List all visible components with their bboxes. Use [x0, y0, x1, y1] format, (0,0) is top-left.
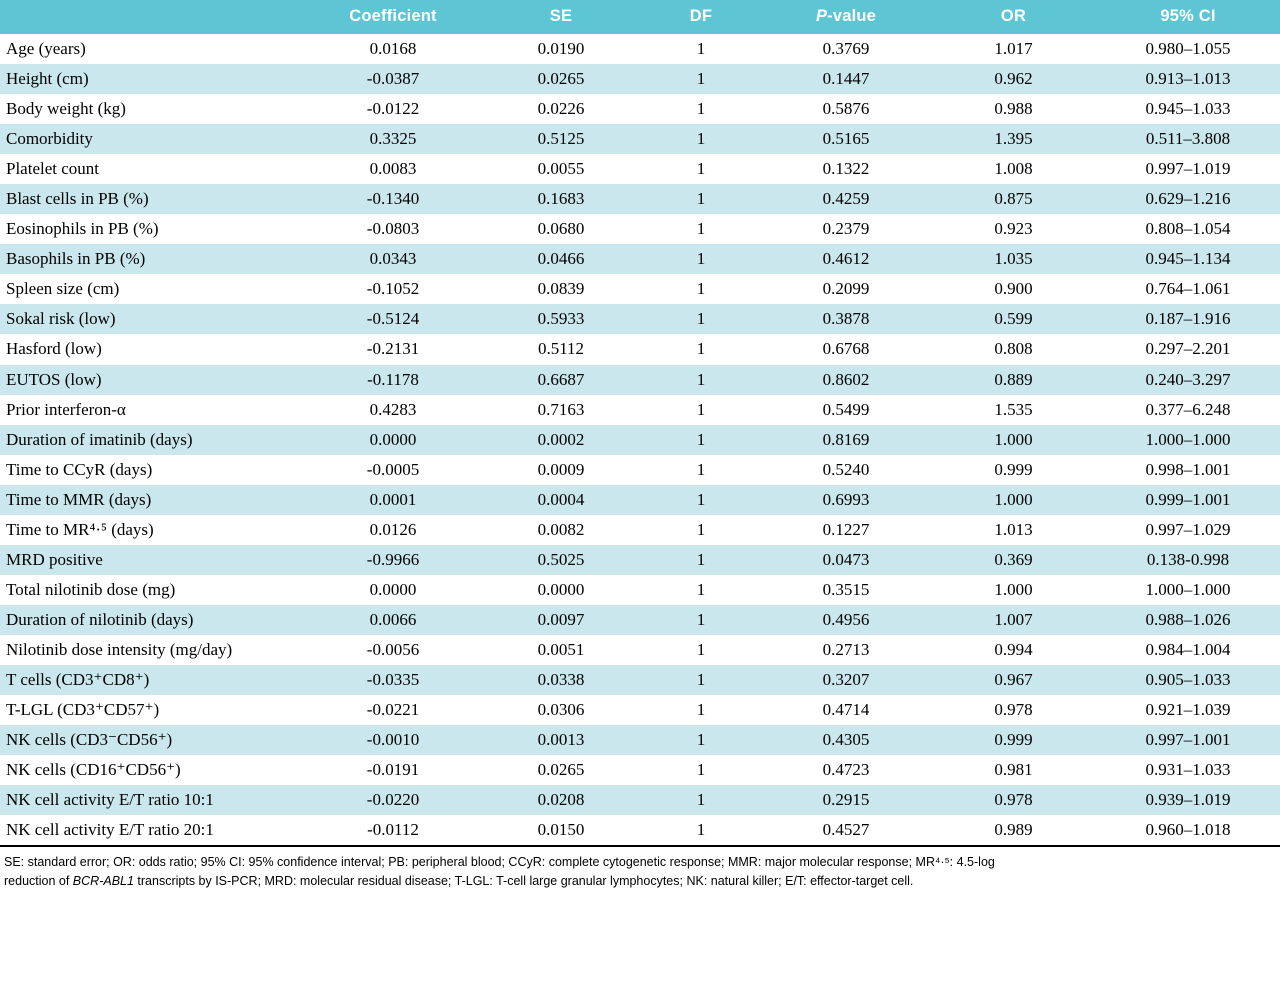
table-row — [0, 485, 1280, 515]
column-header-se: SE — [481, 0, 641, 34]
table-row — [0, 334, 1280, 364]
table-row — [0, 94, 1280, 124]
cell-se: 0.0055 — [481, 154, 641, 184]
cell-ci: 0.988–1.026 — [1096, 605, 1280, 635]
cell-or: 0.999 — [931, 725, 1096, 755]
cell-se: 0.0013 — [481, 725, 641, 755]
cell-ci: 0.997–1.029 — [1096, 515, 1280, 545]
cell-se: 0.7163 — [481, 395, 641, 425]
cell-coefficient: 0.0066 — [305, 605, 481, 635]
cell-variable: Duration of imatinib (days) — [0, 425, 305, 455]
cell-coefficient: 0.0083 — [305, 154, 481, 184]
cell-coefficient: -0.0191 — [305, 755, 481, 785]
table-row — [0, 785, 1280, 815]
cell-df: 1 — [641, 395, 761, 425]
table-row — [0, 605, 1280, 635]
cell-or: 1.007 — [931, 605, 1096, 635]
cell-pvalue: 0.6768 — [761, 334, 931, 364]
cell-pvalue: 0.4956 — [761, 605, 931, 635]
cell-or: 1.395 — [931, 124, 1096, 154]
cell-ci: 0.921–1.039 — [1096, 695, 1280, 725]
cell-se: 0.0265 — [481, 755, 641, 785]
cell-ci: 0.997–1.019 — [1096, 154, 1280, 184]
cell-se: 0.0009 — [481, 455, 641, 485]
cell-pvalue: 0.6993 — [761, 485, 931, 515]
table-row — [0, 665, 1280, 695]
table-row — [0, 154, 1280, 184]
cell-coefficient: -0.5124 — [305, 304, 481, 334]
cell-se: 0.0002 — [481, 425, 641, 455]
cell-or: 0.599 — [931, 304, 1096, 334]
cell-coefficient: -0.1340 — [305, 184, 481, 214]
cell-or: 1.013 — [931, 515, 1096, 545]
cell-coefficient: -0.1178 — [305, 365, 481, 395]
cell-ci: 0.377–6.248 — [1096, 395, 1280, 425]
table-row — [0, 184, 1280, 214]
cell-coefficient: 0.0126 — [305, 515, 481, 545]
table-row — [0, 815, 1280, 846]
cell-pvalue: 0.1447 — [761, 64, 931, 94]
cell-se: 0.0466 — [481, 244, 641, 274]
table-row — [0, 755, 1280, 785]
cell-variable: T cells (CD3⁺CD8⁺) — [0, 665, 305, 695]
table-row — [0, 725, 1280, 755]
cell-coefficient: 0.0001 — [305, 485, 481, 515]
cell-coefficient: -0.0221 — [305, 695, 481, 725]
cell-variable: Eosinophils in PB (%) — [0, 214, 305, 244]
cell-se: 0.5112 — [481, 334, 641, 364]
cell-ci: 0.240–3.297 — [1096, 365, 1280, 395]
cell-df: 1 — [641, 665, 761, 695]
cell-pvalue: 0.2915 — [761, 785, 931, 815]
table-row — [0, 214, 1280, 244]
cell-or: 0.988 — [931, 94, 1096, 124]
table-row — [0, 635, 1280, 665]
footnote-line-2-post: transcripts by IS-PCR; MRD: molecular residual disease; T-LGL: T-cell large granular lymphocytes; NK: natural killer; E/T: effector-target cell. — [133, 874, 914, 889]
column-header-variable — [0, 0, 305, 34]
cell-or: 0.962 — [931, 64, 1096, 94]
cell-variable: EUTOS (low) — [0, 365, 305, 395]
cell-pvalue: 0.3515 — [761, 575, 931, 605]
cell-coefficient: -0.0803 — [305, 214, 481, 244]
cell-se: 0.5125 — [481, 124, 641, 154]
cell-coefficient: -0.0056 — [305, 635, 481, 665]
table-row — [0, 34, 1280, 64]
cell-coefficient: -0.0122 — [305, 94, 481, 124]
cell-se: 0.0680 — [481, 214, 641, 244]
table-body — [0, 34, 1280, 846]
cell-or: 0.978 — [931, 785, 1096, 815]
cell-df: 1 — [641, 605, 761, 635]
cell-pvalue: 0.0473 — [761, 545, 931, 575]
cell-pvalue: 0.3878 — [761, 304, 931, 334]
table-footnote — [0, 846, 1280, 895]
cell-se: 0.0265 — [481, 64, 641, 94]
cell-ci: 0.905–1.033 — [1096, 665, 1280, 695]
cell-df: 1 — [641, 94, 761, 124]
cell-pvalue: 0.8169 — [761, 425, 931, 455]
cell-variable: Spleen size (cm) — [0, 274, 305, 304]
table-row — [0, 455, 1280, 485]
table-row — [0, 244, 1280, 274]
cell-df: 1 — [641, 214, 761, 244]
cell-df: 1 — [641, 274, 761, 304]
cell-ci: 1.000–1.000 — [1096, 575, 1280, 605]
cell-coefficient: 0.3325 — [305, 124, 481, 154]
table-row — [0, 395, 1280, 425]
cell-df: 1 — [641, 124, 761, 154]
cell-df: 1 — [641, 815, 761, 846]
cell-ci: 0.913–1.013 — [1096, 64, 1280, 94]
cell-variable: Nilotinib dose intensity (mg/day) — [0, 635, 305, 665]
cell-coefficient: -0.0387 — [305, 64, 481, 94]
cell-or: 0.875 — [931, 184, 1096, 214]
cell-or: 1.000 — [931, 425, 1096, 455]
cell-ci: 0.960–1.018 — [1096, 815, 1280, 846]
cell-df: 1 — [641, 184, 761, 214]
cell-variable: Duration of nilotinib (days) — [0, 605, 305, 635]
cell-variable: Height (cm) — [0, 64, 305, 94]
cell-ci: 0.297–2.201 — [1096, 334, 1280, 364]
cell-coefficient: 0.0000 — [305, 575, 481, 605]
cell-or: 0.900 — [931, 274, 1096, 304]
cell-or: 1.000 — [931, 575, 1096, 605]
cell-pvalue: 0.5240 — [761, 455, 931, 485]
cell-variable: NK cells (CD3⁻CD56⁺) — [0, 725, 305, 755]
cell-df: 1 — [641, 695, 761, 725]
cell-ci: 0.945–1.033 — [1096, 94, 1280, 124]
cell-pvalue: 0.3207 — [761, 665, 931, 695]
cell-df: 1 — [641, 515, 761, 545]
cell-se: 0.0000 — [481, 575, 641, 605]
cell-df: 1 — [641, 635, 761, 665]
cell-or: 0.999 — [931, 455, 1096, 485]
cell-pvalue: 0.4527 — [761, 815, 931, 846]
cell-df: 1 — [641, 365, 761, 395]
cell-df: 1 — [641, 34, 761, 64]
cell-se: 0.0839 — [481, 274, 641, 304]
cell-pvalue: 0.1322 — [761, 154, 931, 184]
cell-or: 1.035 — [931, 244, 1096, 274]
column-header-or: OR — [931, 0, 1096, 34]
cell-or: 1.008 — [931, 154, 1096, 184]
cell-variable: MRD positive — [0, 545, 305, 575]
cell-ci: 0.511–3.808 — [1096, 124, 1280, 154]
cell-ci: 0.764–1.061 — [1096, 274, 1280, 304]
cell-pvalue: 0.5499 — [761, 395, 931, 425]
cell-coefficient: -0.0010 — [305, 725, 481, 755]
cell-df: 1 — [641, 244, 761, 274]
cell-variable: Hasford (low) — [0, 334, 305, 364]
cell-coefficient: 0.0168 — [305, 34, 481, 64]
cell-df: 1 — [641, 725, 761, 755]
cell-ci: 0.939–1.019 — [1096, 785, 1280, 815]
table-row — [0, 575, 1280, 605]
cell-se: 0.0150 — [481, 815, 641, 846]
cell-ci: 1.000–1.000 — [1096, 425, 1280, 455]
cell-variable: Time to CCyR (days) — [0, 455, 305, 485]
cell-pvalue: 0.4612 — [761, 244, 931, 274]
table-row — [0, 304, 1280, 334]
cell-coefficient: -0.2131 — [305, 334, 481, 364]
header-row — [0, 0, 1280, 34]
cell-pvalue: 0.4723 — [761, 755, 931, 785]
cell-variable: T-LGL (CD3⁺CD57⁺) — [0, 695, 305, 725]
table-row — [0, 545, 1280, 575]
cell-variable: Basophils in PB (%) — [0, 244, 305, 274]
cell-or: 0.981 — [931, 755, 1096, 785]
cell-df: 1 — [641, 785, 761, 815]
cell-se: 0.0208 — [481, 785, 641, 815]
cell-ci: 0.629–1.216 — [1096, 184, 1280, 214]
cell-or: 0.889 — [931, 365, 1096, 395]
table-row — [0, 425, 1280, 455]
cell-variable: NK cells (CD16⁺CD56⁺) — [0, 755, 305, 785]
table-row — [0, 274, 1280, 304]
cell-or: 0.994 — [931, 635, 1096, 665]
cell-se: 0.0082 — [481, 515, 641, 545]
cell-pvalue: 0.3769 — [761, 34, 931, 64]
footnote-line-1: SE: standard error; OR: odds ratio; 95% CI: 95% confidence interval; PB: peripheral blood; CCyR: complete cytogenetic response; MMR: major molecular response; MR⁴·⁵: 4.5-log — [4, 855, 995, 870]
cell-coefficient: -0.0112 — [305, 815, 481, 846]
cell-pvalue: 0.4305 — [761, 725, 931, 755]
cell-coefficient: -0.0335 — [305, 665, 481, 695]
cell-df: 1 — [641, 304, 761, 334]
cell-se: 0.0338 — [481, 665, 641, 695]
cell-variable: Body weight (kg) — [0, 94, 305, 124]
cell-se: 0.0051 — [481, 635, 641, 665]
cell-coefficient: -0.0005 — [305, 455, 481, 485]
cell-pvalue: 0.2379 — [761, 214, 931, 244]
table-row — [0, 64, 1280, 94]
cell-or: 0.369 — [931, 545, 1096, 575]
cell-df: 1 — [641, 755, 761, 785]
table-row — [0, 365, 1280, 395]
cell-pvalue: 0.5876 — [761, 94, 931, 124]
cell-or: 1.000 — [931, 485, 1096, 515]
cell-or: 0.967 — [931, 665, 1096, 695]
column-header-coefficient: Coefficient — [305, 0, 481, 34]
cell-df: 1 — [641, 575, 761, 605]
cell-se: 0.0226 — [481, 94, 641, 124]
cell-pvalue: 0.8602 — [761, 365, 931, 395]
cell-pvalue: 0.4259 — [761, 184, 931, 214]
cell-coefficient: 0.0343 — [305, 244, 481, 274]
cell-se: 0.1683 — [481, 184, 641, 214]
cell-variable: Time to MMR (days) — [0, 485, 305, 515]
cell-df: 1 — [641, 485, 761, 515]
cell-df: 1 — [641, 545, 761, 575]
footnote-line-2-pre: reduction of — [4, 874, 73, 889]
cell-variable: Comorbidity — [0, 124, 305, 154]
cell-coefficient: -0.1052 — [305, 274, 481, 304]
cell-pvalue: 0.1227 — [761, 515, 931, 545]
cell-variable: Total nilotinib dose (mg) — [0, 575, 305, 605]
cell-df: 1 — [641, 64, 761, 94]
cell-pvalue: 0.2099 — [761, 274, 931, 304]
cell-variable: Blast cells in PB (%) — [0, 184, 305, 214]
cell-se: 0.5025 — [481, 545, 641, 575]
cell-df: 1 — [641, 425, 761, 455]
cell-coefficient: 0.0000 — [305, 425, 481, 455]
cell-ci: 0.931–1.033 — [1096, 755, 1280, 785]
cell-or: 0.923 — [931, 214, 1096, 244]
cell-ci: 0.138-0.998 — [1096, 545, 1280, 575]
cell-df: 1 — [641, 334, 761, 364]
cell-or: 1.017 — [931, 34, 1096, 64]
cell-coefficient: 0.4283 — [305, 395, 481, 425]
table-row — [0, 695, 1280, 725]
cell-or: 0.978 — [931, 695, 1096, 725]
cell-se: 0.5933 — [481, 304, 641, 334]
footnote-gene-name: BCR-ABL1 — [72, 874, 134, 889]
column-header-ci: 95% CI — [1096, 0, 1280, 34]
cell-se: 0.0190 — [481, 34, 641, 64]
column-header-df: DF — [641, 0, 761, 34]
cell-pvalue: 0.5165 — [761, 124, 931, 154]
cell-ci: 0.997–1.001 — [1096, 725, 1280, 755]
cell-se: 0.0004 — [481, 485, 641, 515]
cell-or: 0.808 — [931, 334, 1096, 364]
cell-or: 1.535 — [931, 395, 1096, 425]
cell-ci: 0.998–1.001 — [1096, 455, 1280, 485]
cell-se: 0.0306 — [481, 695, 641, 725]
cell-or: 0.989 — [931, 815, 1096, 846]
cell-variable: Sokal risk (low) — [0, 304, 305, 334]
table-row — [0, 124, 1280, 154]
cell-coefficient: -0.9966 — [305, 545, 481, 575]
cell-df: 1 — [641, 455, 761, 485]
cell-variable: Time to MR⁴·⁵ (days) — [0, 515, 305, 545]
column-header-pvalue: P-value — [761, 0, 931, 34]
cell-variable: Age (years) — [0, 34, 305, 64]
cell-pvalue: 0.2713 — [761, 635, 931, 665]
table-row — [0, 515, 1280, 545]
cell-ci: 0.984–1.004 — [1096, 635, 1280, 665]
cell-df: 1 — [641, 154, 761, 184]
cell-ci: 0.999–1.001 — [1096, 485, 1280, 515]
cell-ci: 0.808–1.054 — [1096, 214, 1280, 244]
cell-ci: 0.187–1.916 — [1096, 304, 1280, 334]
table-header — [0, 0, 1280, 34]
cell-se: 0.0097 — [481, 605, 641, 635]
cell-coefficient: -0.0220 — [305, 785, 481, 815]
cell-variable: NK cell activity E/T ratio 10:1 — [0, 785, 305, 815]
cell-ci: 0.980–1.055 — [1096, 34, 1280, 64]
cell-ci: 0.945–1.134 — [1096, 244, 1280, 274]
cell-variable: NK cell activity E/T ratio 20:1 — [0, 815, 305, 846]
cell-se: 0.6687 — [481, 365, 641, 395]
cell-variable: Prior interferon-α — [0, 395, 305, 425]
cell-pvalue: 0.4714 — [761, 695, 931, 725]
cell-variable: Platelet count — [0, 154, 305, 184]
